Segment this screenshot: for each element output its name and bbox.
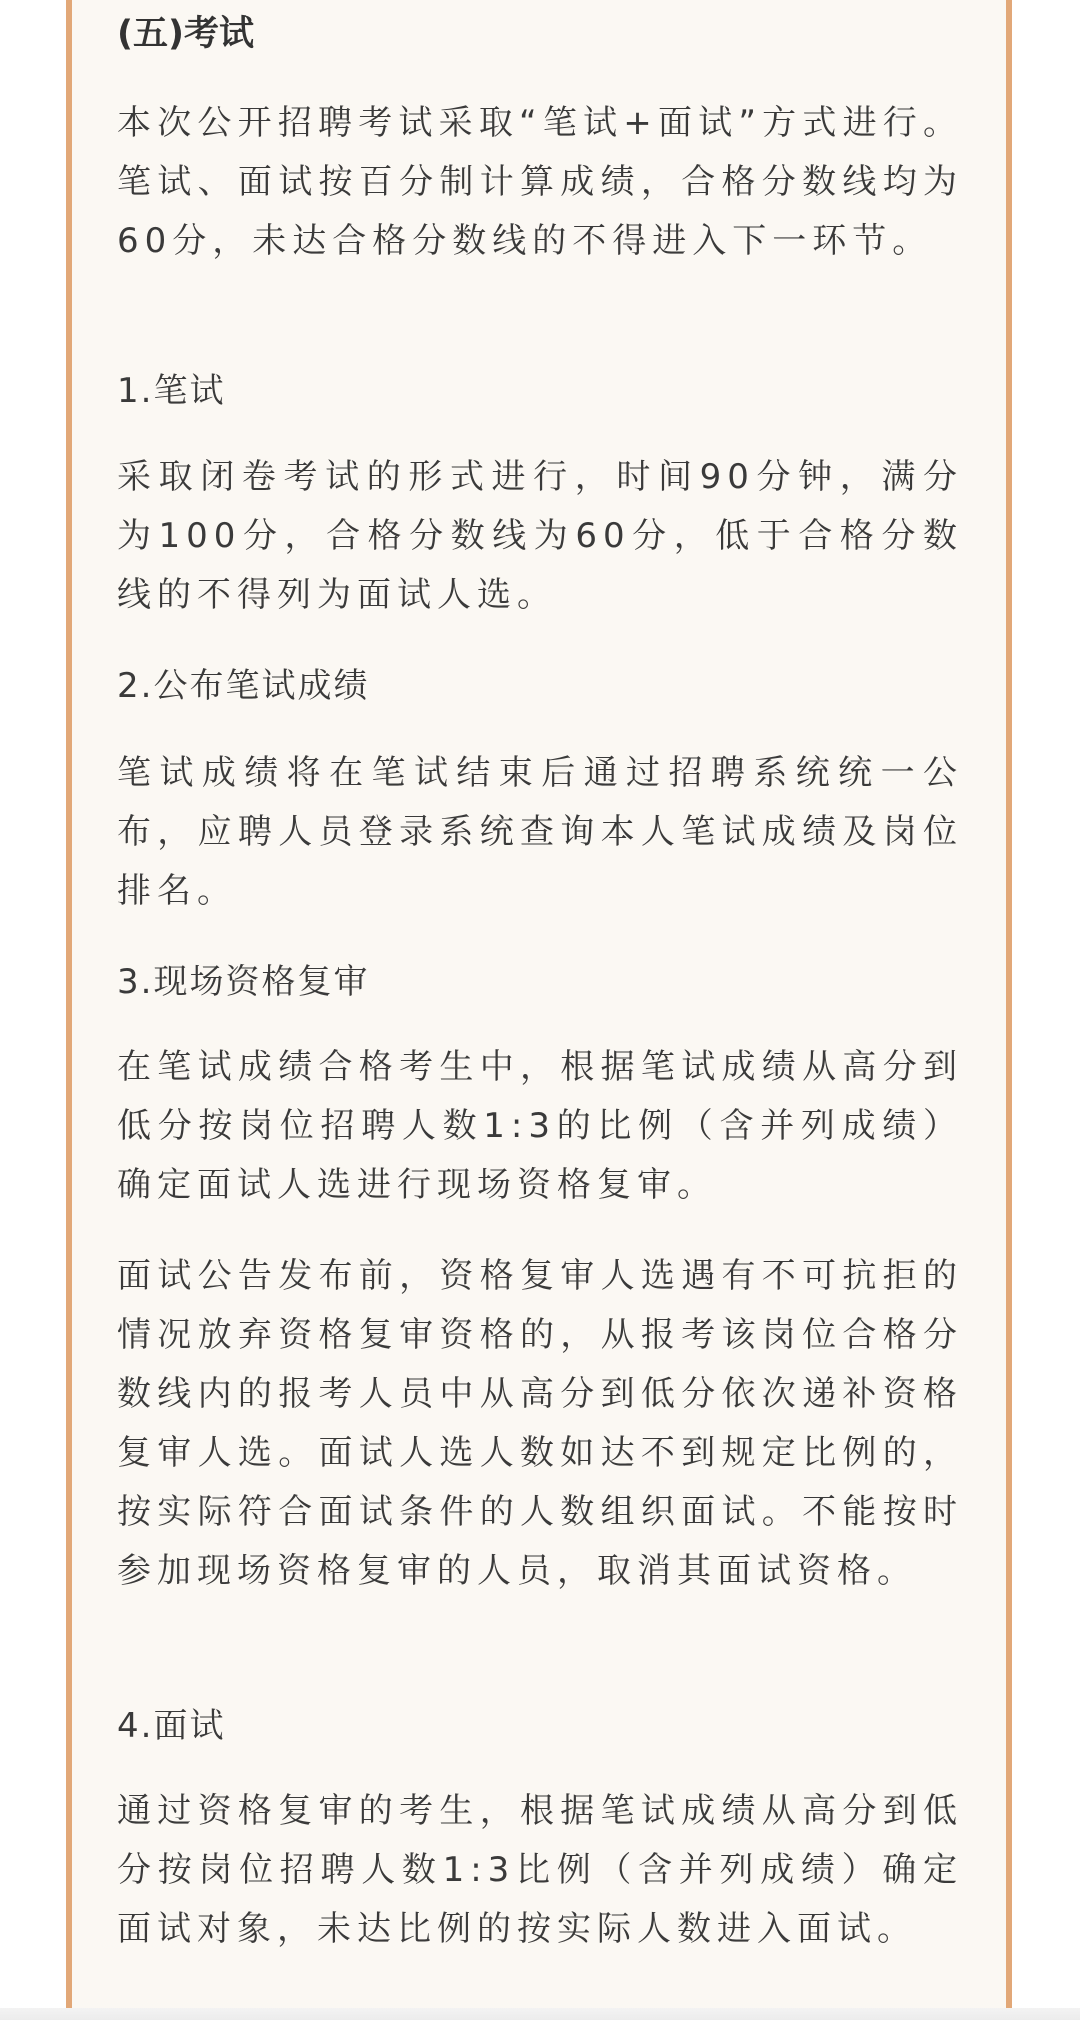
- written-exam-paragraph: 采取闭卷考试的形式进行，时间90分钟，满分为100分，合格分数线为60分，低于合格分数线的不得列为面试人选。: [117, 457, 963, 615]
- interview-title: 4.面试: [117, 1706, 226, 1746]
- qualification-review-paragraph-1: 在笔试成绩合格考生中，根据笔试成绩从高分到低分按岗位招聘人数1:3的比例（含并列成绩）确定面试人选进行现场资格复审。: [117, 1047, 963, 1205]
- score-release-paragraph: 笔试成绩将在笔试结束后通过招聘系统统一公布，应聘人员登录系统查询本人笔试成绩及岗位排名。: [117, 753, 963, 911]
- written-exam-title: 1.笔试: [117, 371, 226, 411]
- bottom-edge-shade: [0, 2008, 1080, 2020]
- qualification-review-paragraph-2: 面试公告发布前，资格复审人选遇有不可抗拒的情况放弃资格复审资格的，从报考该岗位合格分数线内的报考人员中从高分到低分依次递补资格复审人选。面试人选人数如达不到规定比例的，按实际符合面试条件的人数组织面试。不能按时参加现场资格复审的人员，取消其面试资格。: [117, 1256, 963, 1591]
- intro-paragraph: 本次公开招聘考试采取“笔试+面试”方式进行。笔试、面试按百分制计算成绩，合格分数线均为60分，未达合格分数线的不得进入下一环节。: [117, 103, 963, 261]
- score-release-title: 2.公布笔试成绩: [117, 666, 370, 706]
- qualification-review-title: 3.现场资格复审: [117, 962, 370, 1002]
- section-heading: (五)考试: [117, 14, 254, 54]
- interview-paragraph: 通过资格复审的考生，根据笔试成绩从高分到低分按岗位招聘人数1:3比例（含并列成绩）确定面试对象，未达比例的按实际人数进入面试。: [117, 1791, 963, 1949]
